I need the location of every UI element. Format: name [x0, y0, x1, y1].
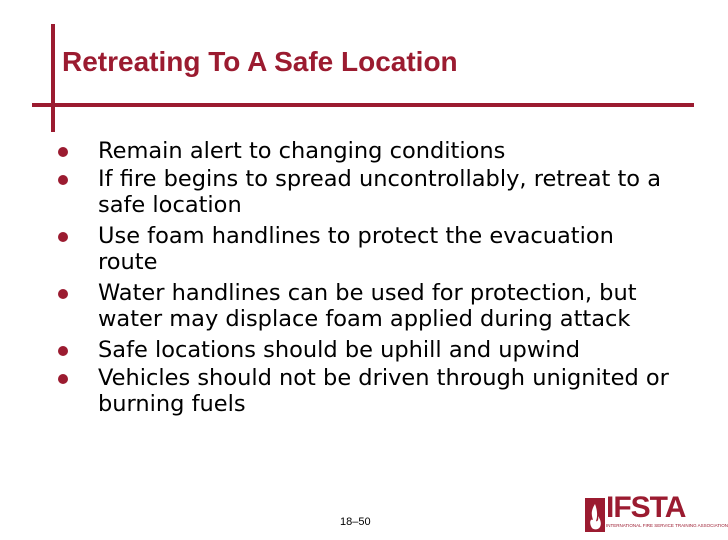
bullet-text: Use foam handlines to protect the evacuation route [98, 223, 614, 275]
bullet-dot-icon [58, 374, 68, 384]
bullet-dot-icon [58, 346, 68, 356]
slide-title: Retreating To A Safe Location [62, 46, 458, 77]
bullet-dot-icon [58, 175, 68, 185]
bullet-text: If fire begins to spread uncontrollably, retreat to a safe location [98, 166, 662, 218]
bullet-item [58, 280, 678, 332]
bullet-dot-icon [58, 289, 68, 299]
flame-icon [584, 494, 606, 534]
bullet-item [58, 223, 678, 275]
bullet-text: Water handlines can be used for protection, but water may displace foam applied during attack [98, 280, 637, 332]
bullet-item [58, 365, 678, 417]
bullet-text: Vehicles should not be driven through unignited or burning fuels [98, 365, 669, 417]
bullet-item [58, 337, 678, 363]
bullet-item [58, 166, 678, 218]
vertical-rule [51, 24, 55, 132]
bullet-text: Safe locations should be uphill and upwind [98, 337, 581, 363]
bullet-dot-icon [58, 232, 68, 242]
bullet-dot-icon [58, 147, 68, 157]
bullet-item [58, 138, 678, 164]
horizontal-rule [32, 103, 694, 107]
bullet-text: Remain alert to changing conditions [98, 138, 506, 164]
ifsta-logo [584, 491, 728, 534]
bullet-list [58, 138, 678, 422]
logo-wordmark: IFSTA [606, 491, 686, 524]
logo-subtitle: INTERNATIONAL FIRE SERVICE TRAINING ASSOCIATION [606, 523, 728, 528]
page-number: 18–50 [340, 516, 371, 528]
